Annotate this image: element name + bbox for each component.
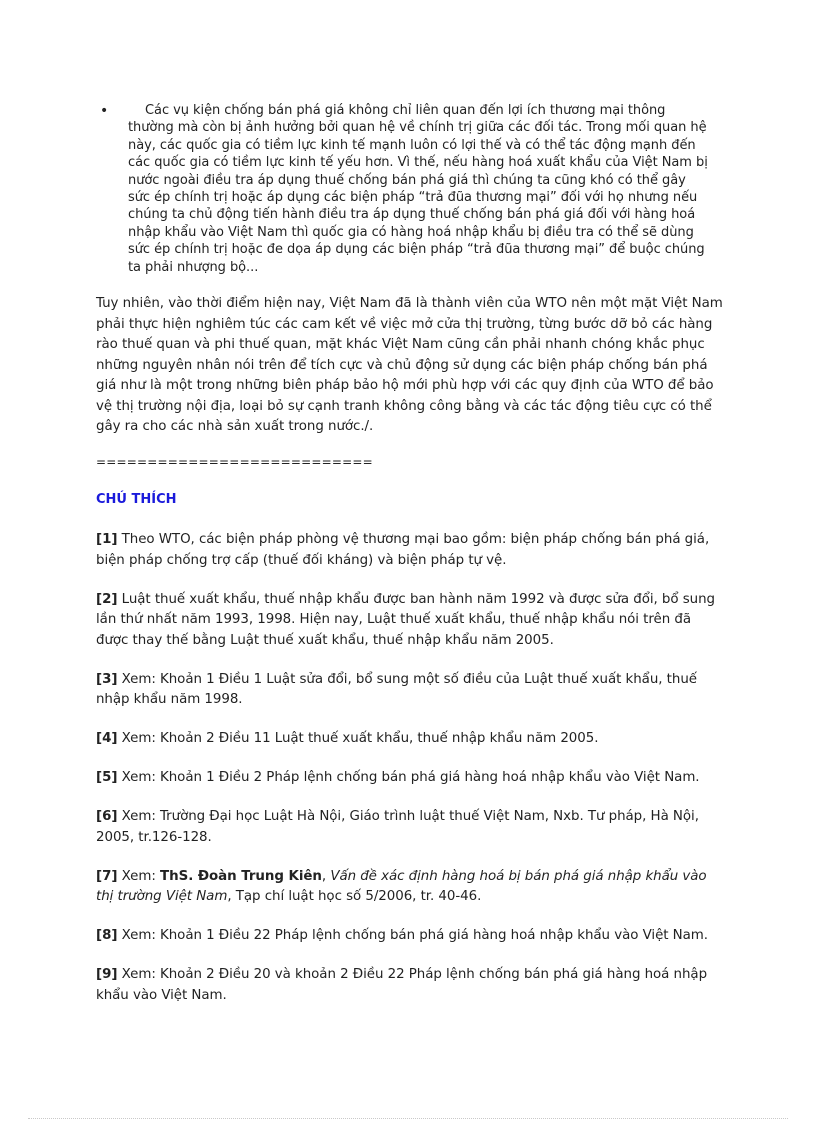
footnote-8 — [96, 926, 726, 947]
bullet-text: Các vụ kiện chống bán phá giá không chỉ liên quan đến lợi ích thương mại thông thường mà còn bị ảnh hưởng bởi quan hệ về chính trị giữa các đối tác. Trong mối quan hệ này, các quốc gia có tiềm lực kinh tế mạnh luôn có lợi thế và có thể tác động mạnh đến các quốc gia có tiềm lực kinh tế yếu hơn. Vì thế, nếu hàng hoá xuất khẩu của Việt Nam bị nước ngoài điều tra áp dụng thuế chống bán phá giá thì chúng ta cũng khó có thể gây sức ép chính trị hoặc áp dụng các biện pháp “trả đũa thương mại” đối với họ nhưng nếu chúng ta chủ động tiến hành điều tra áp dụng thuế chống bán phá giá đối với hàng hoá nhập khẩu vào Việt Nam thì quốc gia có hàng hoá nhập khẩu bị điều tra có thể sẽ dùng sức ép chính trị hoặc đe dọa áp dụng các biện pháp “trả đũa thương mại” để buộc chúng ta phải nhượng bộ... — [128, 103, 708, 275]
footnote-3 — [96, 670, 726, 711]
footnotes-list — [96, 530, 726, 1025]
bullet-item — [100, 102, 710, 276]
footnote-text: Xem: Khoản 2 Điều 11 Luật thuế xuất khẩu, thuế nhập khẩu năm 2005. — [121, 731, 599, 746]
separator-rule: =========================== — [96, 455, 373, 469]
footnote-text: Luật thuế xuất khẩu, thuế nhập khẩu được ban hành năm 1992 và được sửa đổi, bổ sung lần thứ nhất năm 1993, 1998. Hiện nay, Luật thuế xuất khẩu, thuế nhập khẩu nói trên đã được thay thế bằng Luật thuế xuất khẩu, thuế nhập khẩu năm 2005. — [96, 591, 715, 648]
bullet-icon: • — [100, 103, 109, 119]
footnote-text: Xem: Trường Đại học Luật Hà Nội, Giáo trình luật thuế Việt Nam, Nxb. Tư pháp, Hà Nội, 2005, tr.126-128. — [96, 809, 699, 845]
footnote-2 — [96, 590, 726, 652]
footnote-text: Xem: Khoản 2 Điều 20 và khoản 2 Điều 22 Pháp lệnh chống bán phá giá hàng hoá nhập khẩu vào Việt Nam. — [96, 967, 708, 1003]
footnote-ref: [2] — [96, 591, 118, 607]
page-bottom-divider — [28, 1118, 788, 1119]
footnote-6 — [96, 807, 726, 848]
body-paragraph: Tuy nhiên, vào thời điểm hiện nay, Việt Nam đã là thành viên của WTO nên một mặt Việt Nam phải thực hiện nghiêm túc các cam kết về việc mở cửa thị trường, từng bước dỡ bỏ các hàng rào thuế quan và phi thuế quan, mặt khác Việt Nam cũng cần phải nhanh chóng khắc phục những nguyên nhân nói trên để tích cực và chủ động sử dụng các biện pháp chống bán phá giá như là một trong những biên pháp bảo hộ mới phù hợp với các quy định của WTO để bảo vệ thị trường nội địa, loại bỏ sự cạnh tranh không công bằng và các tác động tiêu cực có thể gây ra cho các nhà sản xuất trong nước./. — [96, 296, 723, 434]
footnote-ref: [9] — [96, 967, 118, 982]
footnote-ref: [7] — [96, 868, 118, 884]
footnote-ref: [4] — [96, 731, 118, 746]
footnote-ref: [5] — [96, 770, 118, 785]
footnote-4 — [96, 729, 726, 750]
footnote-9 — [96, 965, 726, 1006]
footnote-5 — [96, 768, 726, 789]
footnote-1 — [96, 530, 726, 571]
footnote-title: Vấn đề xác định hàng hoá bị bán phá giá nhập khẩu vào thị trường Việt Nam — [96, 868, 707, 904]
footnote-text: Xem: Khoản 1 Điều 1 Luật sửa đổi, bổ sung một số điều của Luật thuế xuất khẩu, thuế nhập khẩu năm 1998. — [96, 671, 697, 707]
footnote-text: Xem: Khoản 1 Điều 2 Pháp lệnh chống bán phá giá hàng hoá nhập khẩu vào Việt Nam. — [121, 770, 700, 785]
footnote-author: ThS. Đoàn Trung Kiên — [160, 868, 322, 884]
footnote-ref: [3] — [96, 671, 118, 687]
notes-heading: CHÚ THÍCH — [96, 492, 177, 507]
footnote-text: Theo WTO, các biện pháp phòng vệ thương mại bao gồm: biện pháp chống bán phá giá, biện pháp chống trợ cấp (thuế đối kháng) và biện pháp tự vệ. — [96, 532, 710, 568]
footnote-ref: [1] — [96, 532, 118, 547]
footnote-rest: , Tạp chí luật học số 5/2006, tr. 40-46. — [227, 889, 482, 904]
footnote-prefix: Xem: — [121, 868, 156, 884]
footnote-ref: [6] — [96, 809, 118, 824]
footnote-ref: [8] — [96, 928, 118, 943]
footnote-text: Xem: Khoản 1 Điều 22 Pháp lệnh chống bán phá giá hàng hoá nhập khẩu vào Việt Nam. — [121, 928, 708, 943]
footnote-7: [7] Xem: ThS. Đoàn Trung Kiên, Vấn đề xác định hàng hoá bị bán phá giá nhập khẩu vào thị trường Việt Nam, Tạp chí luật học số 5/2006, tr. 40-46. — [96, 868, 707, 904]
